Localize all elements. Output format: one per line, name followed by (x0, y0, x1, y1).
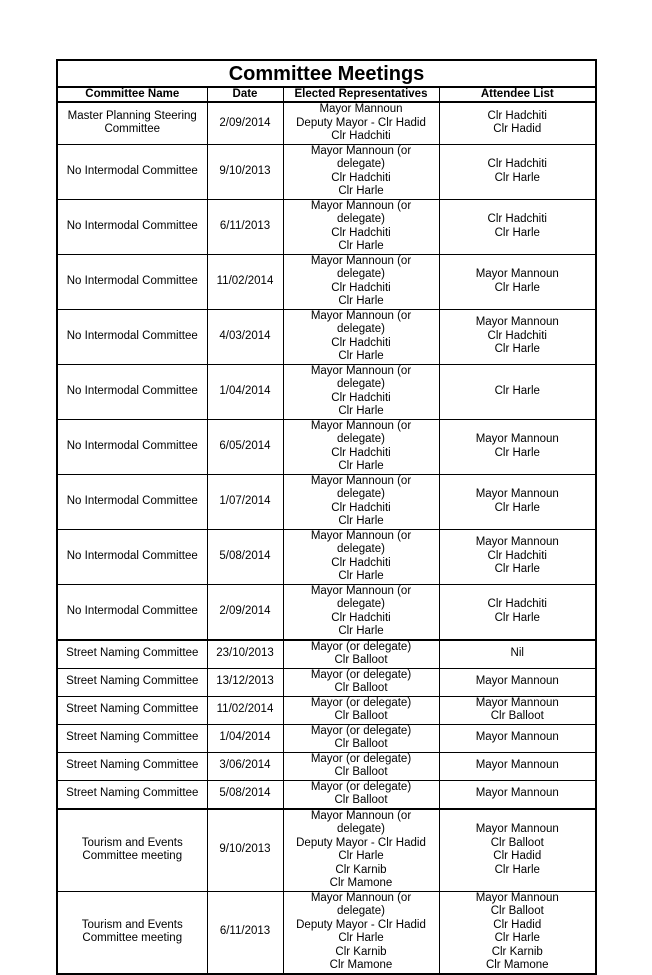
elected-representatives-cell (283, 584, 439, 640)
header-date: Date (207, 87, 283, 102)
attendee-list-cell-line: Clr Harle (494, 563, 540, 576)
committee-name-cell (57, 419, 207, 474)
committee-name-cell (57, 584, 207, 640)
attendee-list-cell (439, 891, 596, 974)
header-committee-name: Committee Name (57, 87, 207, 102)
attendee-list-cell-line: Mayor Mannoun (475, 787, 559, 800)
attendee-list-cell-line: Mayor Mannoun (475, 268, 559, 280)
committee-name-cell-line: No Intermodal Committee (66, 604, 198, 617)
elected-representatives-cell-line: Mayor (or delegate) (310, 724, 412, 737)
elected-representatives-cell-line: Clr Harle (338, 515, 384, 527)
committee-name-cell (57, 752, 207, 780)
attendee-list-cell-line: Mayor Mannoun (475, 433, 559, 445)
elected-representatives-cell-line: Mayor Mannoun (or delegate) (310, 199, 412, 225)
table-row (57, 640, 596, 669)
date-cell: 6/11/2013 (207, 891, 283, 974)
committee-name-cell (57, 640, 207, 669)
table-row (57, 419, 596, 474)
attendee-list-cell-line: Clr Harle (494, 501, 540, 514)
date-cell: 5/08/2014 (207, 529, 283, 584)
attendee-list-cell-line: Clr Harle (494, 611, 540, 624)
elected-representatives-cell-line: Mayor Mannoun (or delegate) (310, 809, 412, 835)
attendee-list-cell-line: Clr Harle (494, 226, 540, 239)
elected-representatives-cell (283, 891, 439, 974)
elected-representatives-cell-line: Mayor Mannoun (or delegate) (310, 144, 412, 170)
committee-name-cell-line: Street Naming Committee (66, 731, 199, 744)
attendee-list-cell-line: Clr Harle (494, 343, 540, 356)
committee-name-cell (57, 364, 207, 419)
date-cell: 2/09/2014 (207, 102, 283, 144)
table-body (57, 102, 596, 974)
date-cell: 23/10/2013 (207, 640, 283, 669)
attendee-list-cell-line: Mayor Mannoun (475, 488, 559, 500)
elected-representatives-cell-line: Clr Mamone (329, 959, 393, 971)
date-cell: 5/08/2014 (207, 780, 283, 809)
date-cell: 1/07/2014 (207, 474, 283, 529)
elected-representatives-cell-line: Mayor (or delegate) (310, 780, 412, 793)
attendee-list-cell-line: Clr Hadchiti (487, 329, 547, 342)
committee-name-cell-line: Committee meeting (82, 850, 183, 862)
attendee-list-cell-line: Clr Hadid (493, 850, 542, 862)
elected-representatives-cell-line: Clr Harle (338, 350, 384, 362)
attendee-list-cell (439, 529, 596, 584)
elected-representatives-cell-line: Mayor Mannoun (or delegate) (310, 891, 412, 917)
table-row (57, 199, 596, 254)
elected-representatives-cell-line: Mayor (or delegate) (310, 640, 412, 653)
attendee-list-cell-line: Clr Balloot (490, 836, 544, 849)
elected-representatives-cell-line: Clr Hadchiti (331, 501, 391, 514)
elected-representatives-cell-line: Mayor (or delegate) (310, 668, 412, 681)
date-cell: 6/05/2014 (207, 419, 283, 474)
elected-representatives-cell (283, 640, 439, 669)
elected-representatives-cell-line: Mayor Mannoun (or delegate) (310, 254, 412, 280)
attendee-list-cell (439, 199, 596, 254)
table-row (57, 529, 596, 584)
elected-representatives-cell-line: Clr Harle (338, 240, 384, 252)
elected-representatives-cell-line: Mayor Mannoun (or delegate) (310, 529, 412, 555)
elected-representatives-cell-line: Clr Hadchiti (331, 391, 391, 404)
elected-representatives-cell-line: Deputy Mayor - Clr Hadid (296, 918, 426, 931)
attendee-list-cell (439, 724, 596, 752)
table-row (57, 254, 596, 309)
committee-name-cell-line: Tourism and Events (81, 918, 183, 931)
elected-representatives-cell (283, 780, 439, 809)
table-row (57, 102, 596, 144)
committee-name-cell (57, 724, 207, 752)
date-cell: 1/04/2014 (207, 724, 283, 752)
committee-name-cell (57, 199, 207, 254)
attendee-list-cell-line: Clr Mamone (485, 959, 549, 971)
header-elected-representatives: Elected Representatives (283, 87, 439, 102)
attendee-list-cell-line: Clr Balloot (490, 905, 544, 917)
elected-representatives-cell-line: Clr Mamone (329, 877, 393, 889)
attendee-list-cell (439, 640, 596, 669)
elected-representatives-cell-line: Clr Harle (338, 570, 384, 582)
attendee-list-cell-line: Clr Harle (494, 171, 540, 184)
elected-representatives-cell-line: Clr Balloot (334, 654, 388, 666)
date-cell: 11/02/2014 (207, 696, 283, 724)
committee-name-cell (57, 474, 207, 529)
committee-name-cell-line: Tourism and Events (81, 836, 183, 849)
attendee-list-cell (439, 419, 596, 474)
elected-representatives-cell-line: Mayor Mannoun (319, 103, 403, 115)
elected-representatives-cell-line: Mayor Mannoun (or delegate) (310, 364, 412, 390)
elected-representatives-cell-line: Mayor (or delegate) (310, 696, 412, 709)
attendee-list-cell-line: Nil (510, 647, 524, 660)
attendee-list-cell (439, 102, 596, 144)
attendee-list-cell (439, 668, 596, 696)
committee-name-cell (57, 891, 207, 974)
page-title: Committee Meetings (57, 60, 596, 87)
attendee-list-cell-line: Mayor Mannoun (475, 823, 559, 835)
table-row (57, 309, 596, 364)
committee-name-cell-line: Committee (104, 123, 161, 136)
attendee-list-cell-line: Clr Balloot (490, 710, 544, 722)
attendee-list-cell (439, 584, 596, 640)
attendee-list-cell-line: Clr Hadid (493, 123, 542, 136)
committee-name-cell (57, 696, 207, 724)
elected-representatives-cell (283, 696, 439, 724)
attendee-list-cell-line: Clr Harle (494, 281, 540, 294)
table-row (57, 144, 596, 199)
date-cell: 3/06/2014 (207, 752, 283, 780)
attendee-list-cell (439, 474, 596, 529)
elected-representatives-cell (283, 254, 439, 309)
table-row (57, 584, 596, 640)
elected-representatives-cell-line: Clr Hadchiti (331, 226, 391, 239)
committee-name-cell-line: Street Naming Committee (66, 647, 199, 660)
attendee-list-cell-line: Clr Harle (494, 932, 540, 944)
committee-name-cell (57, 529, 207, 584)
elected-representatives-cell-line: Clr Balloot (334, 794, 388, 806)
elected-representatives-cell-line: Clr Hadchiti (331, 171, 391, 184)
elected-representatives-cell-line: Clr Harle (338, 932, 384, 944)
elected-representatives-cell-line: Clr Karnib (335, 945, 387, 958)
table-row (57, 364, 596, 419)
committee-name-cell (57, 668, 207, 696)
elected-representatives-cell-line: Deputy Mayor - Clr Hadid (296, 116, 426, 129)
attendee-list-cell-line: Clr Hadchiti (487, 598, 547, 610)
committee-name-cell-line: No Intermodal Committee (66, 274, 198, 287)
elected-representatives-cell (283, 364, 439, 419)
committee-name-cell-line: No Intermodal Committee (66, 439, 198, 452)
elected-representatives-cell-line: Clr Harle (338, 460, 384, 472)
table-row (57, 891, 596, 974)
attendee-list-cell (439, 752, 596, 780)
attendee-list-cell-line: Clr Harle (494, 446, 540, 459)
header-attendee-list: Attendee List (439, 87, 596, 102)
elected-representatives-cell-line: Clr Harle (338, 295, 384, 307)
elected-representatives-cell (283, 419, 439, 474)
elected-representatives-cell-line: Deputy Mayor - Clr Hadid (296, 836, 426, 849)
date-cell: 4/03/2014 (207, 309, 283, 364)
committee-name-cell (57, 144, 207, 199)
committee-name-cell (57, 309, 207, 364)
elected-representatives-cell-line: Mayor Mannoun (or delegate) (310, 474, 412, 500)
committee-name-cell-line: No Intermodal Committee (66, 494, 198, 507)
committee-name-cell-line: Master Planning Steering (67, 109, 197, 122)
committee-name-cell-line: Committee meeting (82, 932, 183, 944)
elected-representatives-cell-line: Clr Hadchiti (331, 336, 391, 349)
elected-representatives-cell (283, 809, 439, 892)
table-row (57, 696, 596, 724)
attendee-list-cell-line: Mayor Mannoun (475, 675, 559, 688)
elected-representatives-cell (283, 724, 439, 752)
attendee-list-cell-line: Mayor Mannoun (475, 316, 559, 329)
table-row (57, 809, 596, 892)
committee-meetings-table (56, 59, 597, 975)
date-cell: 6/11/2013 (207, 199, 283, 254)
elected-representatives-cell-line: Mayor Mannoun (or delegate) (310, 309, 412, 335)
attendee-list-cell (439, 309, 596, 364)
committee-name-cell (57, 780, 207, 809)
elected-representatives-cell-line: Mayor (or delegate) (310, 752, 412, 765)
committee-meetings-sheet (56, 59, 595, 975)
attendee-list-cell-line: Clr Hadchiti (487, 549, 547, 562)
elected-representatives-cell (283, 199, 439, 254)
committee-name-cell-line: Street Naming Committee (66, 703, 199, 716)
elected-representatives-cell-line: Clr Harle (338, 625, 384, 637)
attendee-list-cell (439, 696, 596, 724)
attendee-list-cell-line: Mayor Mannoun (475, 536, 559, 549)
date-cell: 9/10/2013 (207, 144, 283, 199)
attendee-list-cell-line: Mayor Mannoun (475, 696, 559, 709)
attendee-list-cell (439, 780, 596, 809)
elected-representatives-cell (283, 102, 439, 144)
attendee-list-cell-line: Clr Hadchiti (487, 213, 547, 225)
elected-representatives-cell-line: Mayor Mannoun (or delegate) (310, 419, 412, 445)
elected-representatives-cell (283, 752, 439, 780)
committee-name-cell (57, 254, 207, 309)
attendee-list-cell-line: Mayor Mannoun (475, 759, 559, 772)
committee-name-cell-line: Street Naming Committee (66, 675, 199, 688)
elected-representatives-cell (283, 474, 439, 529)
elected-representatives-cell-line: Clr Hadchiti (331, 130, 391, 142)
attendee-list-cell-line: Clr Hadid (493, 918, 542, 931)
attendee-list-cell (439, 254, 596, 309)
table-row (57, 752, 596, 780)
elected-representatives-cell-line: Clr Harle (338, 405, 384, 417)
attendee-list-cell-line: Mayor Mannoun (475, 891, 559, 904)
elected-representatives-cell-line: Clr Hadchiti (331, 611, 391, 624)
attendee-list-cell (439, 364, 596, 419)
elected-representatives-cell-line: Clr Hadchiti (331, 281, 391, 294)
elected-representatives-cell-line: Clr Karnib (335, 863, 387, 876)
attendee-list-cell (439, 144, 596, 199)
elected-representatives-cell-line: Clr Balloot (334, 682, 388, 694)
elected-representatives-cell-line: Clr Hadchiti (331, 556, 391, 569)
elected-representatives-cell-line: Clr Harle (338, 185, 384, 197)
committee-name-cell-line: Street Naming Committee (66, 787, 199, 800)
committee-name-cell (57, 102, 207, 144)
date-cell: 2/09/2014 (207, 584, 283, 640)
attendee-list-cell-line: Mayor Mannoun (475, 731, 559, 744)
elected-representatives-cell-line: Mayor Mannoun (or delegate) (310, 584, 412, 610)
attendee-list-cell (439, 809, 596, 892)
table-row (57, 474, 596, 529)
committee-name-cell (57, 809, 207, 892)
elected-representatives-cell-line: Clr Hadchiti (331, 446, 391, 459)
attendee-list-cell-line: Clr Karnib (491, 945, 543, 958)
committee-name-cell-line: No Intermodal Committee (66, 549, 198, 562)
elected-representatives-cell (283, 668, 439, 696)
elected-representatives-cell (283, 144, 439, 199)
table-row (57, 724, 596, 752)
committee-name-cell-line: No Intermodal Committee (66, 384, 198, 397)
table-row (57, 780, 596, 809)
elected-representatives-cell-line: Clr Balloot (334, 766, 388, 778)
elected-representatives-cell (283, 529, 439, 584)
date-cell: 1/04/2014 (207, 364, 283, 419)
elected-representatives-cell-line: Clr Balloot (334, 710, 388, 722)
table-row (57, 668, 596, 696)
attendee-list-cell-line: Clr Harle (494, 384, 540, 397)
committee-name-cell-line: No Intermodal Committee (66, 329, 198, 342)
date-cell: 9/10/2013 (207, 809, 283, 892)
date-cell: 13/12/2013 (207, 668, 283, 696)
attendee-list-cell-line: Clr Hadchiti (487, 109, 547, 122)
elected-representatives-cell-line: Clr Harle (338, 850, 384, 862)
committee-name-cell-line: Street Naming Committee (66, 759, 199, 772)
attendee-list-cell-line: Clr Hadchiti (487, 158, 547, 170)
attendee-list-cell-line: Clr Harle (494, 863, 540, 876)
date-cell: 11/02/2014 (207, 254, 283, 309)
committee-name-cell-line: No Intermodal Committee (66, 164, 198, 177)
committee-name-cell-line: No Intermodal Committee (66, 219, 198, 232)
elected-representatives-cell (283, 309, 439, 364)
elected-representatives-cell-line: Clr Balloot (334, 738, 388, 750)
